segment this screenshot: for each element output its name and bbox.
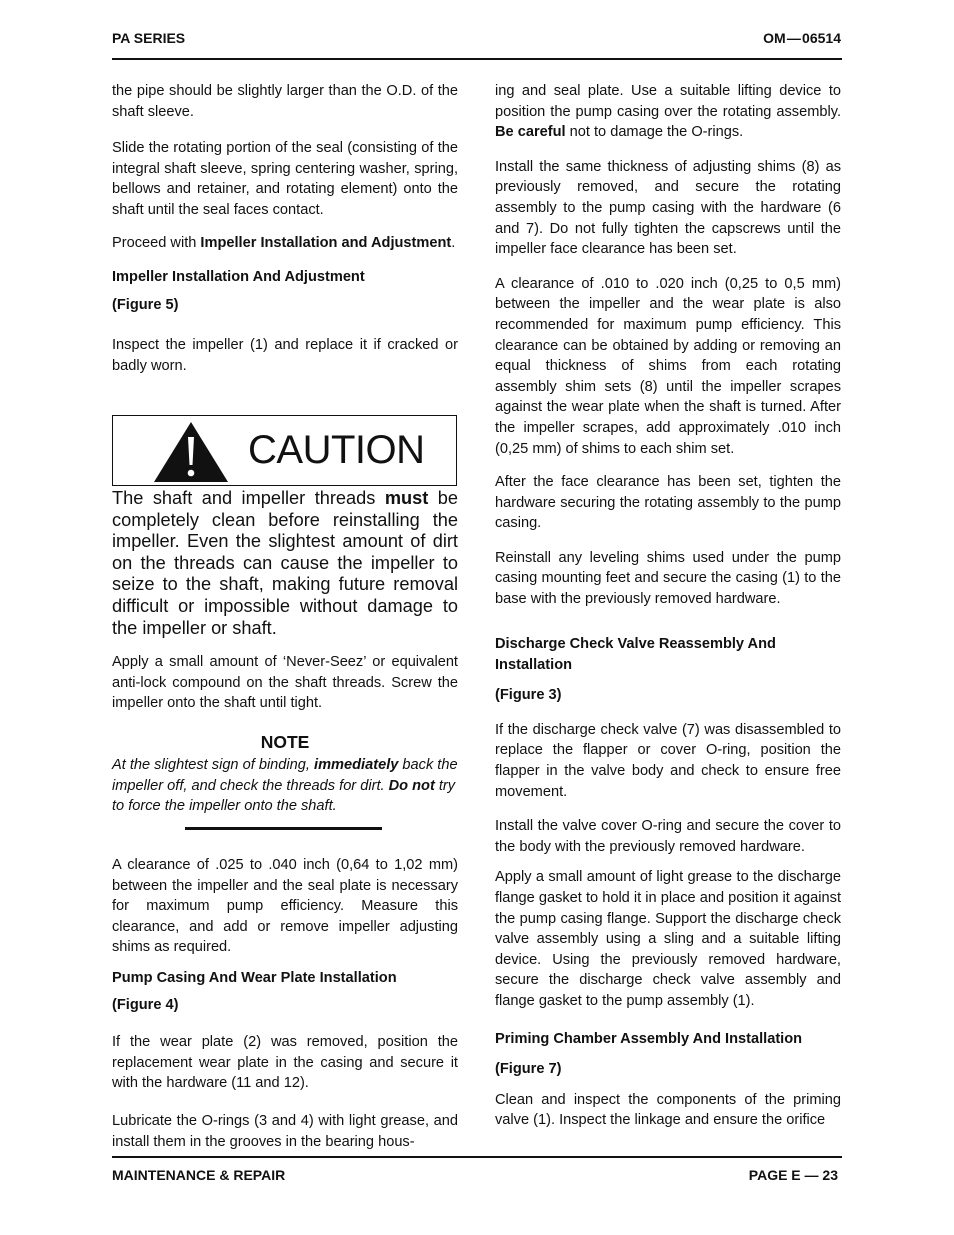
figure-ref-3: (Figure 3) bbox=[495, 687, 562, 704]
left-paragraph-4: Inspect the impeller (1) and replace it if cracked or badly worn. bbox=[112, 337, 458, 374]
figure-ref-4: (Figure 4) bbox=[112, 996, 179, 1013]
left-column-bottom bbox=[112, 855, 458, 1152]
left-paragraph-7: If the wear plate (2) was removed, position the replacement wear plate in the casing and secure it with the hardware (11 and 12). bbox=[112, 1034, 458, 1092]
section-heading-impeller: Impeller Installation And Adjustment bbox=[112, 269, 365, 286]
warning-triangle-icon bbox=[153, 421, 229, 483]
note-divider bbox=[185, 827, 382, 830]
section-heading-pump-casing: Pump Casing And Wear Plate Installation bbox=[112, 969, 397, 986]
figure-ref-7: (Figure 7) bbox=[495, 1061, 562, 1078]
left-paragraph-2: Slide the rotating portion of the seal (consisting of the integral shaft sleeve, spring centering washer, spring, bellows and retainer, and rotating element) onto the shaft until the seal faces contact. bbox=[112, 140, 458, 218]
figure-ref-5: (Figure 5) bbox=[112, 296, 179, 313]
caution-label: CAUTION bbox=[248, 428, 425, 472]
right-column-top bbox=[495, 81, 841, 610]
right-paragraph-2: Install the same thickness of adjusting shims (8) as previously removed, and secure the rotating assembly to the pump casing with the hardware (6 and 7). Do not fully tighten the capscrews until the impeller face clearance has been set. bbox=[495, 158, 841, 258]
left-paragraph-1: the pipe should be slightly larger than the O.D. of the shaft sleeve. bbox=[112, 83, 458, 120]
caution-message: The shaft and impeller threads must be completely clean before reinstalling the impeller. Even the slightest amount of dirt on the threads can cause the impeller to seize to the shaft, making future removal difficult or impossible without damage to the impeller or shaft. bbox=[112, 488, 458, 638]
note-title: NOTE bbox=[260, 732, 310, 752]
footer-section: MAINTENANCE & REPAIR bbox=[112, 1167, 286, 1183]
left-paragraph-6: A clearance of .025 to .040 inch (0,64 to 1,02 mm) between the impeller and the seal plate is necessary for maximum pump efficiency. Measure this clearance, and add or remove impeller adjusting shims as required. bbox=[112, 857, 458, 956]
section-heading-priming-chamber: Priming Chamber Assembly And Installation bbox=[495, 1030, 803, 1047]
header-rule bbox=[112, 58, 842, 60]
footer-rule bbox=[112, 1156, 842, 1158]
left-paragraph-5: Apply a small amount of ‘Never-Seez’ or equivalent anti-lock compound on the shaft threads. Screw the impeller onto the shaft until tight. bbox=[112, 654, 458, 712]
right-paragraph-9: Clean and inspect the components of the priming valve (1). Inspect the linkage and ensure the orifice bbox=[495, 1091, 841, 1129]
section-heading-discharge-valve: Discharge Check Valve Reassembly And Installation bbox=[495, 636, 776, 673]
left-column-mid bbox=[112, 652, 458, 714]
left-column-top bbox=[112, 81, 458, 377]
right-paragraph-7: Install the valve cover O-ring and secure the cover to the body with the previously removed hardware. bbox=[495, 818, 841, 855]
right-paragraph-3: A clearance of .010 to .020 inch (0,25 to 0,5 mm) between the impeller and the wear plate is also recommended for maximum pump efficiency. This clearance can be obtained by adding or removing an equal thickness of shims from each rotating assembly shim sets (8) until the impeller scrapes against the wear plate when the shaft is turned. After the impeller scrapes, add approximately .010 inch (0,25 mm) of shims to each shim set. bbox=[495, 275, 841, 457]
right-paragraph-8: Apply a small amount of light grease to the discharge flange gasket to hold it in place and position it against the pump casing flange. Support the discharge check valve assembly using a sling and a suitable lifting device. Using the previously removed hardware, secure the discharge check valve assembly and flange gasket to the pump assembly (1). bbox=[495, 869, 841, 1009]
left-paragraph-8: Lubricate the O-rings (3 and 4) with light grease, and install them in the grooves in the bearing hous- bbox=[112, 1112, 458, 1150]
right-paragraph-6: If the discharge check valve (7) was disassembled to replace the flapper or cover O-ring, position the flapper in the valve body and check to ensure free movement. bbox=[495, 721, 841, 800]
right-column-mid bbox=[495, 634, 841, 1131]
right-paragraph-1: ing and seal plate. Use a suitable lifting device to position the pump casing over the rotating assembly. Be careful not to damage the O-rings. bbox=[495, 83, 841, 141]
header-series: PA SERIES bbox=[112, 30, 186, 46]
right-paragraph-5: Reinstall any leveling shims used under the pump casing mounting feet and secure the casing (1) to the base with the previously removed hardware. bbox=[495, 549, 841, 608]
right-paragraph-4: After the face clearance has been set, tighten the hardware securing the rotating assembly to the pump casing. bbox=[495, 474, 841, 532]
left-paragraph-3: Proceed with Impeller Installation and Adjustment. bbox=[112, 234, 456, 251]
note-body: At the slightest sign of binding, immediately back the impeller off, and check the threads for dirt. Do not try to force the impeller onto the shaft. bbox=[112, 757, 458, 815]
header-doc-number: OM — 06514 bbox=[763, 30, 841, 46]
footer-page-number: PAGE E — 23 bbox=[748, 1167, 838, 1183]
